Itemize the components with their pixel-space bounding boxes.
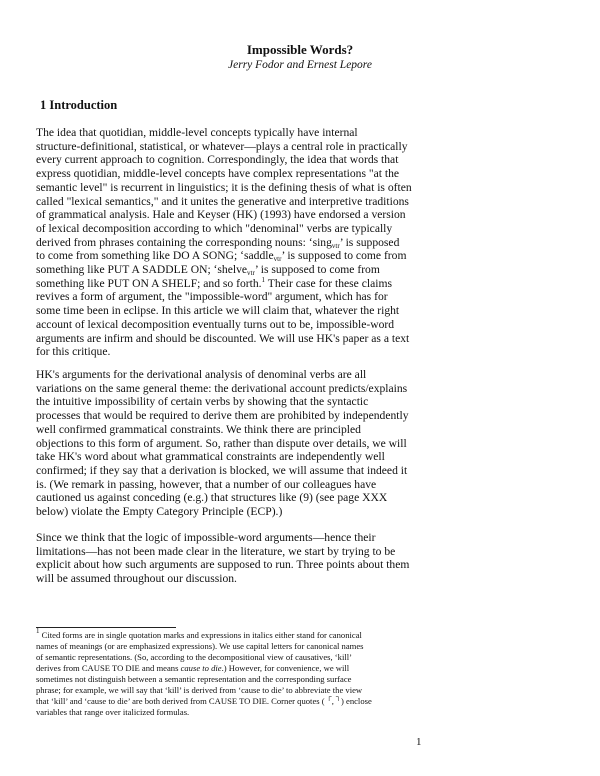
text-line: called "lexical semantics," and it unites the generative and interpretive traditions bbox=[36, 194, 409, 208]
text-line: something like PUT A SADDLE ON; ‘shelve$_{vtr}$’ is supposed to come from bbox=[36, 263, 380, 278]
text-line: HK's arguments for the derivational analysis of denominal verbs are all bbox=[36, 368, 367, 381]
text-line: is. (We remark in passing, however, that a number of our colleagues have bbox=[36, 477, 377, 491]
section-heading: 1 Introduction bbox=[40, 98, 118, 112]
text-line: of semantic representations. (So, according to the decompositional view of causatives, ‘kill’ bbox=[36, 652, 352, 662]
text-line: structure-definitional, statistical, or whatever—plays a central role in practically bbox=[36, 139, 408, 153]
text-line: well confirmed grammatical constraints. We think there are principled bbox=[36, 422, 361, 436]
footnote bbox=[36, 627, 564, 718]
text-line: the intuitive impossibility of certain verbs by showing that the syntactic bbox=[36, 395, 369, 409]
footnote-marker: 1 bbox=[36, 627, 40, 635]
text-line: explicit about how such arguments are supposed to run. Three points about them bbox=[36, 558, 410, 572]
text-line: variations on the same general theme: the derivational account predicts/explains bbox=[36, 381, 408, 395]
corner-quote-open: ┌ bbox=[326, 693, 332, 701]
text-line: derives from CAUSE TO DIE and means cause to die.) However, for convenience, we will bbox=[36, 663, 350, 673]
text-line: processes that would be required to derive them are prohibited by independently bbox=[36, 409, 409, 423]
text-line: semantic level" is recurrent in linguistics; it is the defining thesis of what is often bbox=[36, 180, 412, 194]
paper-title: Impossible Words? bbox=[246, 42, 354, 57]
text-line: objections to this form of argument. So, rather than dispute over details, we will bbox=[36, 436, 407, 450]
text-line: cautioned us against conceding (e.g.) that structures like (9) (see page XXX bbox=[36, 491, 388, 505]
text-line: arguments are infirm and should be discounted. We will use HK's paper as a text bbox=[36, 331, 410, 345]
footnote-divider bbox=[36, 627, 176, 628]
text-line: limitations—has not been made clear in the literature, we start by trying to be bbox=[36, 544, 396, 558]
text-line: of lexical decomposition according to which "denominal" verbs are typically bbox=[36, 221, 393, 235]
text-line: to come from something like DO A SONG; ‘saddle$_{vtr}$’ is supposed to come from bbox=[36, 249, 407, 264]
text-line: that ‘kill’ and ‘cause to die’ are both derived from CAUSE TO DIE. Corner quotes ( ┌, ┐) enclose bbox=[36, 693, 372, 706]
text-line: some time been in eclipse. In this article we will claim that, whatever the right bbox=[36, 304, 400, 318]
text-line: names of meanings (or are emphasized expressions). We use capital letters for canonical names bbox=[36, 641, 364, 651]
footnote-ref: 1 bbox=[261, 275, 266, 284]
text-line: derived from phrases containing the corresponding nouns: ‘sing$_{vtr}$’ is supposed bbox=[36, 235, 400, 250]
paper-authors: Jerry Fodor and Ernest Lepore bbox=[228, 59, 372, 71]
text-line: every current approach to cognition. Correspondingly, the idea that words that bbox=[36, 153, 399, 167]
italic-text: cause to die bbox=[180, 663, 222, 673]
text-line: take HK's word about what grammatical constraints are independently well bbox=[36, 450, 385, 464]
text-line: variables that range over italicized formulas. bbox=[36, 707, 190, 717]
corner-quote-close: ┐ bbox=[336, 693, 341, 701]
text-line: below) violate the Empty Category Principle (ECP).) bbox=[36, 505, 283, 519]
text-line: sometimes not distinguish between a semantic representation and the corresponding surface bbox=[36, 674, 352, 684]
subscript: vtr bbox=[247, 269, 255, 278]
paragraph-2 bbox=[36, 368, 564, 519]
text-line: will be assumed throughout our discussion. bbox=[36, 572, 237, 586]
paragraph-1 bbox=[36, 126, 564, 359]
text-line: $^1$ Cited forms are in single quotation marks and expressions in italics either stand for canonical bbox=[36, 627, 362, 640]
text-line: The idea that quotidian, middle-level concepts typically have internal bbox=[36, 126, 358, 139]
text-line: express quotidian, middle-level concepts have complex representations "at the bbox=[36, 167, 400, 181]
text-line: for this critique. bbox=[36, 345, 111, 359]
paragraph-3 bbox=[36, 531, 564, 586]
subscript: vtr bbox=[273, 255, 282, 264]
text-line: something like PUT ON A SHELF; and so forth.$^1$ Their case for these claims bbox=[36, 275, 392, 290]
text-line: revives a form of argument, the "impossible-word" argument, which has for bbox=[36, 290, 388, 304]
text-line: phrase; for example, we will say that ‘kill’ is derived from ‘cause to die’ to abbreviate the view bbox=[36, 685, 363, 695]
text-line: account of lexical decomposition eventually turns out to be, impossible-word bbox=[36, 317, 395, 331]
text-line: of grammatical analysis. Hale and Keyser (HK) (1993) have endorsed a version bbox=[36, 208, 406, 222]
subscript: vtr bbox=[331, 241, 340, 250]
text-line: Since we think that the logic of impossible-word arguments—hence their bbox=[36, 531, 376, 544]
text-line: confirmed; if they say that a derivation is blocked, we will assume that indeed it bbox=[36, 463, 408, 477]
page-number: 1 bbox=[416, 736, 422, 748]
